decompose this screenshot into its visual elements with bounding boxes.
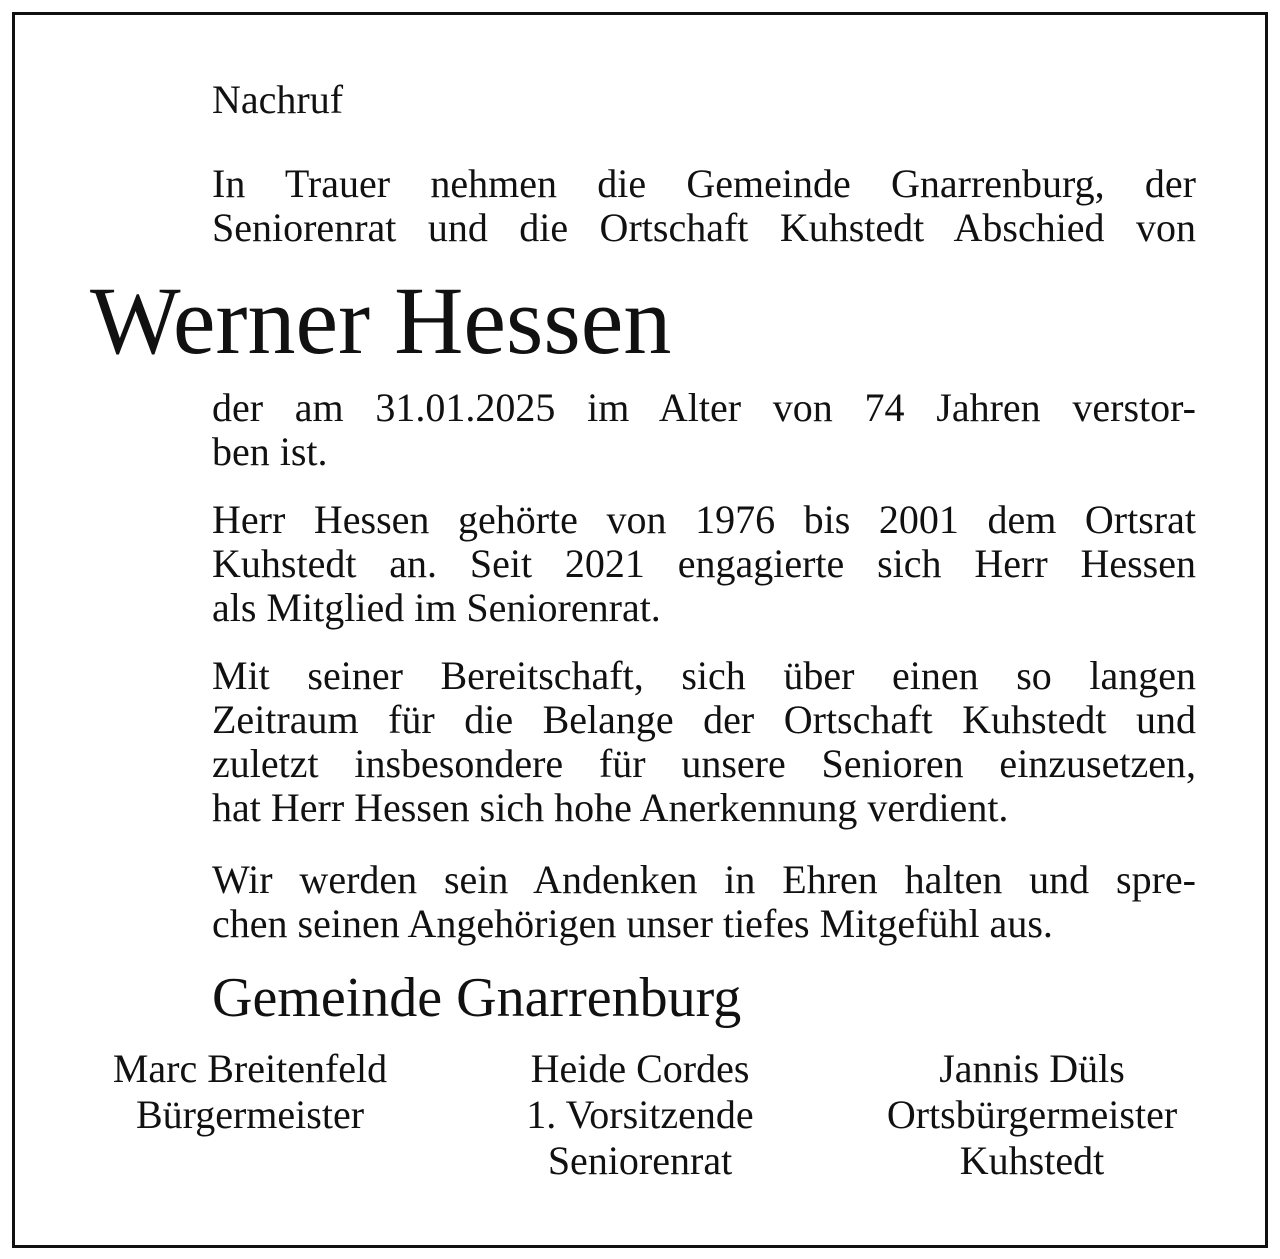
intro-paragraph xyxy=(212,162,1196,250)
paragraph-line: als Mitglied im Seniorenrat. xyxy=(212,585,661,630)
paragraph-line: der am 31.01.2025 im Alter von 74 Jahren verstor- xyxy=(212,385,1196,430)
signatory-role: Bürgermeister xyxy=(135,1092,365,1137)
intro-line: Seniorenrat und die Ortschaft Kuhstedt Abschied von xyxy=(212,205,1196,250)
condolence-paragraph xyxy=(212,858,1196,946)
signatory-chair xyxy=(460,1046,820,1184)
deceased-name: Werner Hessen xyxy=(90,267,672,374)
paragraph-line: Herr Hessen gehörte von 1976 bis 2001 dem Ortsrat xyxy=(212,497,1196,542)
paragraph-line: hat Herr Hessen sich hohe Anerkennung verdient. xyxy=(212,785,1009,830)
signatory-role: Ortsbürgermeister xyxy=(886,1092,1178,1137)
paragraph-line: Mit seiner Bereitschaft, sich über einen so langen xyxy=(212,653,1196,698)
signatory-name: Heide Cordes xyxy=(530,1046,750,1091)
notice-label: Nachruf xyxy=(212,77,344,122)
paragraph-line: chen seinen Angehörigen unser tiefes Mitgefühl aus. xyxy=(212,901,1053,946)
recognition-paragraph xyxy=(212,654,1196,830)
signatory-role: Kuhstedt xyxy=(959,1138,1105,1183)
signatory-local-mayor xyxy=(850,1046,1214,1184)
paragraph-line: Zeitraum für die Belange der Ortschaft Kuhstedt und xyxy=(212,697,1196,742)
paragraph-line: Wir werden sein Andenken in Ehren halten und spre- xyxy=(212,857,1196,902)
signatory-name: Jannis Düls xyxy=(939,1046,1125,1091)
signatory-name: Marc Breitenfeld xyxy=(112,1046,388,1091)
organization-name: Gemeinde Gnarrenburg xyxy=(212,967,742,1029)
paragraph-line: Kuhstedt an. Seit 2021 engagierte sich Herr Hessen xyxy=(212,541,1196,586)
signatory-role: 1. Vorsitzende xyxy=(526,1092,754,1137)
council-paragraph xyxy=(212,498,1196,630)
intro-line: In Trauer nehmen die Gemeinde Gnarrenburg, der xyxy=(212,161,1196,206)
paragraph-line: ben ist. xyxy=(212,429,328,474)
paragraph-line: zuletzt insbesondere für unsere Senioren einzusetzen, xyxy=(212,741,1196,786)
signatory-mayor xyxy=(70,1046,430,1138)
death-paragraph xyxy=(212,386,1196,474)
signatory-role: Seniorenrat xyxy=(547,1138,733,1183)
